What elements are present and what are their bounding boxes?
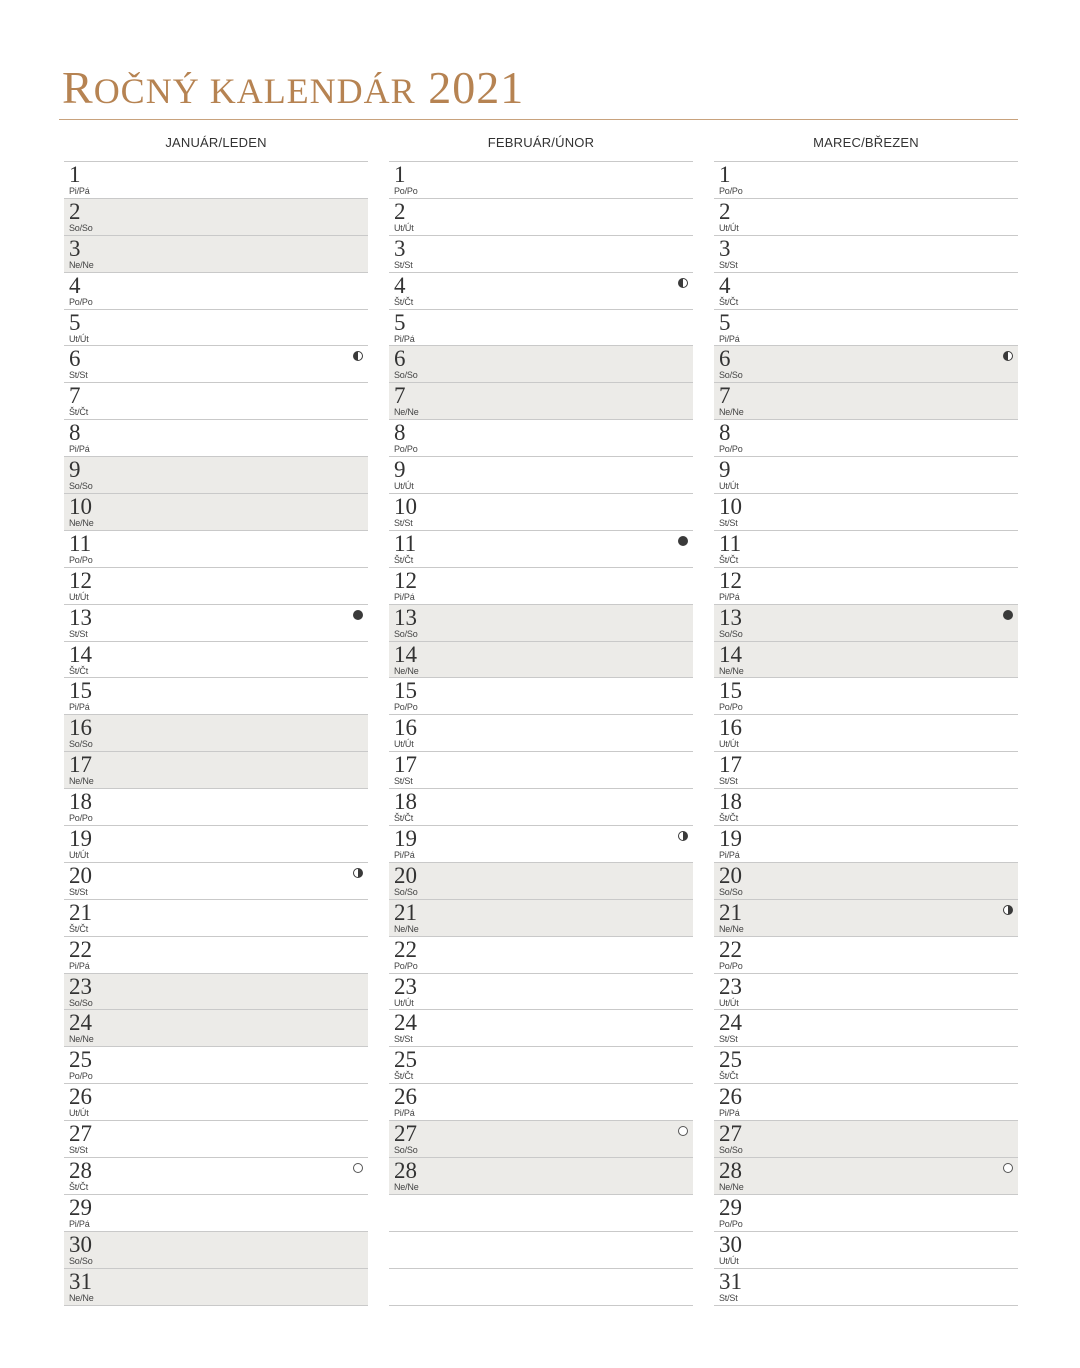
month-name: MAREC/BŘEZEN — [714, 125, 1018, 162]
day-row — [389, 346, 693, 383]
day-row — [714, 531, 1018, 568]
day-row — [714, 900, 1018, 937]
day-number: 18 — [69, 789, 92, 815]
day-number: 11 — [69, 530, 92, 556]
day-number: 26 — [394, 1084, 417, 1110]
weekday-label: Po/Po — [719, 444, 743, 455]
day-list — [64, 162, 368, 1306]
title-initial: R — [62, 62, 94, 113]
day-row — [64, 383, 368, 420]
weekday-label: St/St — [719, 776, 738, 787]
day-number: 28 — [394, 1158, 417, 1184]
day-row — [64, 494, 368, 531]
day-number: 24 — [719, 1010, 742, 1036]
day-number: 20 — [394, 862, 417, 888]
day-row — [64, 1010, 368, 1047]
day-number: 28 — [719, 1158, 742, 1184]
day-row — [64, 1084, 368, 1121]
day-row — [64, 715, 368, 752]
weekday-label: Pi/Pá — [719, 591, 740, 602]
weekday-label: Po/Po — [719, 1218, 743, 1229]
day-number: 17 — [394, 752, 417, 778]
day-row — [64, 1232, 368, 1269]
day-number: 25 — [69, 1047, 92, 1073]
weekday-label: Ut/Út — [394, 997, 414, 1008]
weekday-label: St/St — [719, 518, 738, 529]
day-row — [714, 494, 1018, 531]
month-name: FEBRUÁR/ÚNOR — [389, 125, 693, 162]
day-number: 28 — [69, 1158, 92, 1184]
weekday-label: St/St — [69, 370, 88, 381]
weekday-label: Ne/Ne — [69, 776, 94, 787]
weekday-label: Ne/Ne — [69, 259, 94, 270]
day-row — [64, 1158, 368, 1195]
weekday-label: Ne/Ne — [394, 1182, 419, 1193]
day-number: 21 — [394, 899, 417, 925]
day-row — [64, 568, 368, 605]
new-moon-icon — [353, 610, 363, 620]
day-number: 6 — [394, 346, 406, 372]
day-row — [64, 752, 368, 789]
day-row — [714, 1121, 1018, 1158]
day-row — [389, 1047, 693, 1084]
day-row — [714, 789, 1018, 826]
day-number: 1 — [69, 162, 81, 187]
day-number: 31 — [69, 1268, 92, 1294]
day-row — [389, 494, 693, 531]
day-row — [714, 1195, 1018, 1232]
day-row — [389, 531, 693, 568]
weekday-label: Ut/Út — [719, 739, 739, 750]
day-row — [64, 826, 368, 863]
day-number: 25 — [719, 1047, 742, 1073]
weekday-label: Pi/Pá — [69, 186, 90, 196]
day-row — [389, 383, 693, 420]
weekday-label: St/St — [719, 1034, 738, 1045]
weekday-label: Ut/Út — [719, 997, 739, 1008]
day-number: 3 — [394, 235, 406, 261]
day-row — [389, 605, 693, 642]
weekday-label: Ne/Ne — [719, 923, 744, 934]
day-row — [389, 420, 693, 457]
day-row — [714, 236, 1018, 273]
weekday-label: Št/Čt — [394, 554, 414, 565]
weekday-label: Št/Čt — [69, 407, 89, 418]
day-row — [64, 310, 368, 347]
weekday-label: Po/Po — [394, 702, 418, 713]
day-row — [389, 199, 693, 236]
day-number: 29 — [719, 1194, 742, 1220]
day-row — [389, 1010, 693, 1047]
weekday-label: Ne/Ne — [719, 407, 744, 418]
day-row — [64, 346, 368, 383]
day-number: 14 — [719, 641, 742, 667]
day-row — [714, 826, 1018, 863]
weekday-label: Ut/Út — [719, 222, 739, 233]
day-number: 13 — [69, 604, 92, 630]
title-year: 2021 — [428, 62, 525, 113]
day-row — [64, 457, 368, 494]
day-row — [389, 974, 693, 1011]
day-number: 20 — [719, 862, 742, 888]
day-number: 11 — [719, 530, 742, 556]
day-row — [389, 1158, 693, 1195]
weekday-label: Ne/Ne — [69, 1292, 94, 1303]
weekday-label: So/So — [69, 481, 93, 492]
day-row — [714, 974, 1018, 1011]
weekday-label: St/St — [69, 886, 88, 897]
title-divider — [59, 119, 1018, 120]
day-number: 8 — [394, 420, 406, 446]
weekday-label: Po/Po — [69, 1071, 93, 1082]
day-number: 11 — [394, 530, 417, 556]
weekday-label: Št/Čt — [69, 665, 89, 676]
weekday-label: Po/Po — [719, 960, 743, 971]
weekday-label: Št/Čt — [719, 296, 739, 307]
day-row — [64, 900, 368, 937]
day-number: 23 — [69, 973, 92, 999]
weekday-label: Ut/Út — [719, 1255, 739, 1266]
day-number: 27 — [719, 1121, 742, 1147]
weekday-label: Št/Čt — [719, 554, 739, 565]
day-number: 23 — [394, 973, 417, 999]
weekday-label: Ut/Út — [69, 333, 89, 344]
day-number: 15 — [69, 678, 92, 704]
weekday-label: Pi/Pá — [69, 702, 90, 713]
day-row — [389, 642, 693, 679]
title-rest: OČNÝ KALENDÁR — [93, 71, 416, 111]
day-number: 19 — [69, 826, 92, 852]
weekday-label: Po/Po — [719, 702, 743, 713]
day-number: 19 — [719, 826, 742, 852]
day-row — [714, 383, 1018, 420]
day-number: 30 — [719, 1231, 742, 1257]
month-column-march — [714, 125, 1018, 1306]
day-row — [64, 937, 368, 974]
day-number: 9 — [394, 457, 406, 483]
day-row — [64, 863, 368, 900]
day-number: 22 — [394, 936, 417, 962]
weekday-label: Št/Čt — [719, 813, 739, 824]
day-number: 27 — [69, 1121, 92, 1147]
day-row — [714, 937, 1018, 974]
day-number: 21 — [69, 899, 92, 925]
weekday-label: Po/Po — [69, 296, 93, 307]
first-moon-icon — [678, 831, 688, 841]
weekday-label: Ne/Ne — [394, 665, 419, 676]
weekday-label: Pi/Pá — [69, 960, 90, 971]
weekday-label: St/St — [69, 628, 88, 639]
weekday-label: So/So — [69, 1255, 93, 1266]
day-number: 3 — [719, 235, 731, 261]
weekday-label: Št/Čt — [719, 1071, 739, 1082]
day-row — [64, 974, 368, 1011]
day-row — [714, 1269, 1018, 1306]
day-row — [714, 1158, 1018, 1195]
day-row — [64, 789, 368, 826]
empty-row — [389, 1195, 693, 1232]
day-row — [389, 310, 693, 347]
day-row — [389, 457, 693, 494]
day-number: 10 — [69, 494, 92, 520]
day-row — [64, 162, 368, 199]
weekday-label: Pi/Pá — [69, 1218, 90, 1229]
weekday-label: So/So — [394, 370, 418, 381]
full-moon-icon — [353, 1163, 363, 1173]
day-list — [389, 162, 693, 1306]
day-number: 7 — [69, 383, 81, 409]
weekday-label: St/St — [394, 776, 413, 787]
day-row — [389, 789, 693, 826]
weekday-label: Št/Čt — [69, 1182, 89, 1193]
day-number: 2 — [394, 198, 406, 224]
weekday-label: Pi/Pá — [394, 591, 415, 602]
new-moon-icon — [678, 536, 688, 546]
day-row — [714, 273, 1018, 310]
weekday-label: St/St — [394, 259, 413, 270]
day-number: 15 — [394, 678, 417, 704]
weekday-label: Št/Čt — [394, 296, 414, 307]
day-number: 1 — [719, 162, 731, 187]
day-number: 1 — [394, 162, 406, 187]
day-number: 8 — [69, 420, 81, 446]
day-number: 4 — [719, 272, 731, 298]
day-number: 5 — [394, 309, 406, 335]
day-number: 12 — [394, 567, 417, 593]
day-number: 15 — [719, 678, 742, 704]
day-row — [714, 162, 1018, 199]
day-number: 10 — [394, 494, 417, 520]
weekday-label: Pi/Pá — [719, 1108, 740, 1119]
weekday-label: So/So — [394, 886, 418, 897]
day-row — [714, 457, 1018, 494]
day-row — [64, 1269, 368, 1306]
day-row — [389, 715, 693, 752]
weekday-label: Ne/Ne — [394, 407, 419, 418]
day-number: 30 — [69, 1231, 92, 1257]
day-number: 9 — [719, 457, 731, 483]
day-row — [389, 937, 693, 974]
weekday-label: Št/Čt — [69, 923, 89, 934]
weekday-label: So/So — [69, 997, 93, 1008]
day-row — [64, 605, 368, 642]
day-row — [714, 863, 1018, 900]
weekday-label: Po/Po — [719, 186, 743, 196]
empty-row — [389, 1269, 693, 1306]
weekday-label: Ut/Út — [394, 739, 414, 750]
day-row — [714, 346, 1018, 383]
weekday-label: Ut/Út — [69, 850, 89, 861]
day-row — [389, 678, 693, 715]
last-moon-icon — [353, 351, 363, 361]
weekday-label: Ne/Ne — [69, 518, 94, 529]
day-number: 12 — [69, 567, 92, 593]
day-number: 17 — [719, 752, 742, 778]
day-number: 7 — [394, 383, 406, 409]
weekday-label: Pi/Pá — [719, 850, 740, 861]
month-column-february — [389, 125, 693, 1306]
weekday-label: So/So — [719, 628, 743, 639]
day-row — [64, 678, 368, 715]
day-number: 18 — [394, 789, 417, 815]
day-number: 14 — [394, 641, 417, 667]
day-number: 13 — [719, 604, 742, 630]
day-number: 8 — [719, 420, 731, 446]
weekday-label: So/So — [719, 886, 743, 897]
day-row — [64, 531, 368, 568]
month-column-january — [64, 125, 368, 1306]
day-number: 24 — [394, 1010, 417, 1036]
weekday-label: So/So — [69, 739, 93, 750]
day-row — [714, 642, 1018, 679]
weekday-label: Po/Po — [69, 813, 93, 824]
day-row — [714, 568, 1018, 605]
day-number: 5 — [69, 309, 81, 335]
day-number: 16 — [394, 715, 417, 741]
weekday-label: Ut/Út — [69, 1108, 89, 1119]
day-number: 31 — [719, 1268, 742, 1294]
day-row — [714, 1084, 1018, 1121]
day-number: 7 — [719, 383, 731, 409]
day-number: 29 — [69, 1194, 92, 1220]
day-row — [389, 162, 693, 199]
day-row — [389, 236, 693, 273]
weekday-label: Po/Po — [394, 186, 418, 196]
weekday-label: Ut/Út — [394, 222, 414, 233]
weekday-label: Po/Po — [394, 960, 418, 971]
day-number: 3 — [69, 235, 81, 261]
weekday-label: So/So — [394, 628, 418, 639]
day-row — [389, 1084, 693, 1121]
weekday-label: Po/Po — [69, 554, 93, 565]
day-list — [714, 162, 1018, 1306]
day-row — [389, 900, 693, 937]
weekday-label: Ne/Ne — [719, 665, 744, 676]
day-number: 4 — [69, 272, 81, 298]
weekday-label: Ut/Út — [719, 481, 739, 492]
day-number: 26 — [719, 1084, 742, 1110]
day-row — [389, 568, 693, 605]
day-row — [714, 420, 1018, 457]
day-number: 22 — [719, 936, 742, 962]
day-row — [714, 1010, 1018, 1047]
day-number: 6 — [719, 346, 731, 372]
first-moon-icon — [353, 868, 363, 878]
weekday-label: Ut/Út — [394, 481, 414, 492]
first-moon-icon — [1003, 905, 1013, 915]
weekday-label: So/So — [69, 222, 93, 233]
weekday-label: St/St — [394, 518, 413, 529]
day-row — [714, 199, 1018, 236]
day-number: 13 — [394, 604, 417, 630]
day-row — [714, 605, 1018, 642]
day-number: 2 — [69, 198, 81, 224]
page-title — [62, 62, 524, 117]
day-row — [64, 642, 368, 679]
weekday-label: St/St — [719, 1292, 738, 1303]
day-row — [64, 199, 368, 236]
last-moon-icon — [1003, 351, 1013, 361]
weekday-label: So/So — [719, 1145, 743, 1156]
day-number: 19 — [394, 826, 417, 852]
day-number: 14 — [69, 641, 92, 667]
weekday-label: Pi/Pá — [394, 333, 415, 344]
day-number: 20 — [69, 862, 92, 888]
day-number: 4 — [394, 272, 406, 298]
day-row — [64, 1195, 368, 1232]
day-row — [64, 236, 368, 273]
day-row — [64, 1121, 368, 1158]
day-row — [389, 863, 693, 900]
weekday-label: Št/Čt — [394, 813, 414, 824]
day-number: 16 — [719, 715, 742, 741]
weekday-label: Ut/Út — [69, 591, 89, 602]
weekday-label: Pi/Pá — [69, 444, 90, 455]
day-number: 5 — [719, 309, 731, 335]
day-number: 22 — [69, 936, 92, 962]
day-row — [389, 752, 693, 789]
full-moon-icon — [678, 1126, 688, 1136]
day-row — [714, 310, 1018, 347]
day-row — [389, 1121, 693, 1158]
weekday-label: St/St — [394, 1034, 413, 1045]
weekday-label: Pi/Pá — [394, 850, 415, 861]
weekday-label: So/So — [394, 1145, 418, 1156]
day-row — [714, 715, 1018, 752]
day-number: 23 — [719, 973, 742, 999]
weekday-label: St/St — [69, 1145, 88, 1156]
day-row — [64, 1047, 368, 1084]
weekday-label: St/St — [719, 259, 738, 270]
day-row — [714, 678, 1018, 715]
day-row — [714, 1232, 1018, 1269]
day-number: 17 — [69, 752, 92, 778]
day-number: 26 — [69, 1084, 92, 1110]
day-number: 6 — [69, 346, 81, 372]
empty-row — [389, 1232, 693, 1269]
day-number: 16 — [69, 715, 92, 741]
last-moon-icon — [678, 278, 688, 288]
weekday-label: Ne/Ne — [719, 1182, 744, 1193]
day-row — [389, 826, 693, 863]
day-row — [714, 752, 1018, 789]
weekday-label: Št/Čt — [394, 1071, 414, 1082]
weekday-label: Po/Po — [394, 444, 418, 455]
day-number: 25 — [394, 1047, 417, 1073]
weekday-label: Ne/Ne — [69, 1034, 94, 1045]
full-moon-icon — [1003, 1163, 1013, 1173]
weekday-label: Ne/Ne — [394, 923, 419, 934]
day-row — [389, 273, 693, 310]
month-name: JANUÁR/LEDEN — [64, 125, 368, 162]
day-row — [714, 1047, 1018, 1084]
day-row — [64, 420, 368, 457]
weekday-label: So/So — [719, 370, 743, 381]
day-number: 9 — [69, 457, 81, 483]
day-number: 27 — [394, 1121, 417, 1147]
day-number: 10 — [719, 494, 742, 520]
new-moon-icon — [1003, 610, 1013, 620]
weekday-label: Pi/Pá — [394, 1108, 415, 1119]
day-number: 2 — [719, 198, 731, 224]
day-number: 18 — [719, 789, 742, 815]
day-row — [64, 273, 368, 310]
day-number: 12 — [719, 567, 742, 593]
weekday-label: Pi/Pá — [719, 333, 740, 344]
day-number: 24 — [69, 1010, 92, 1036]
day-number: 21 — [719, 899, 742, 925]
